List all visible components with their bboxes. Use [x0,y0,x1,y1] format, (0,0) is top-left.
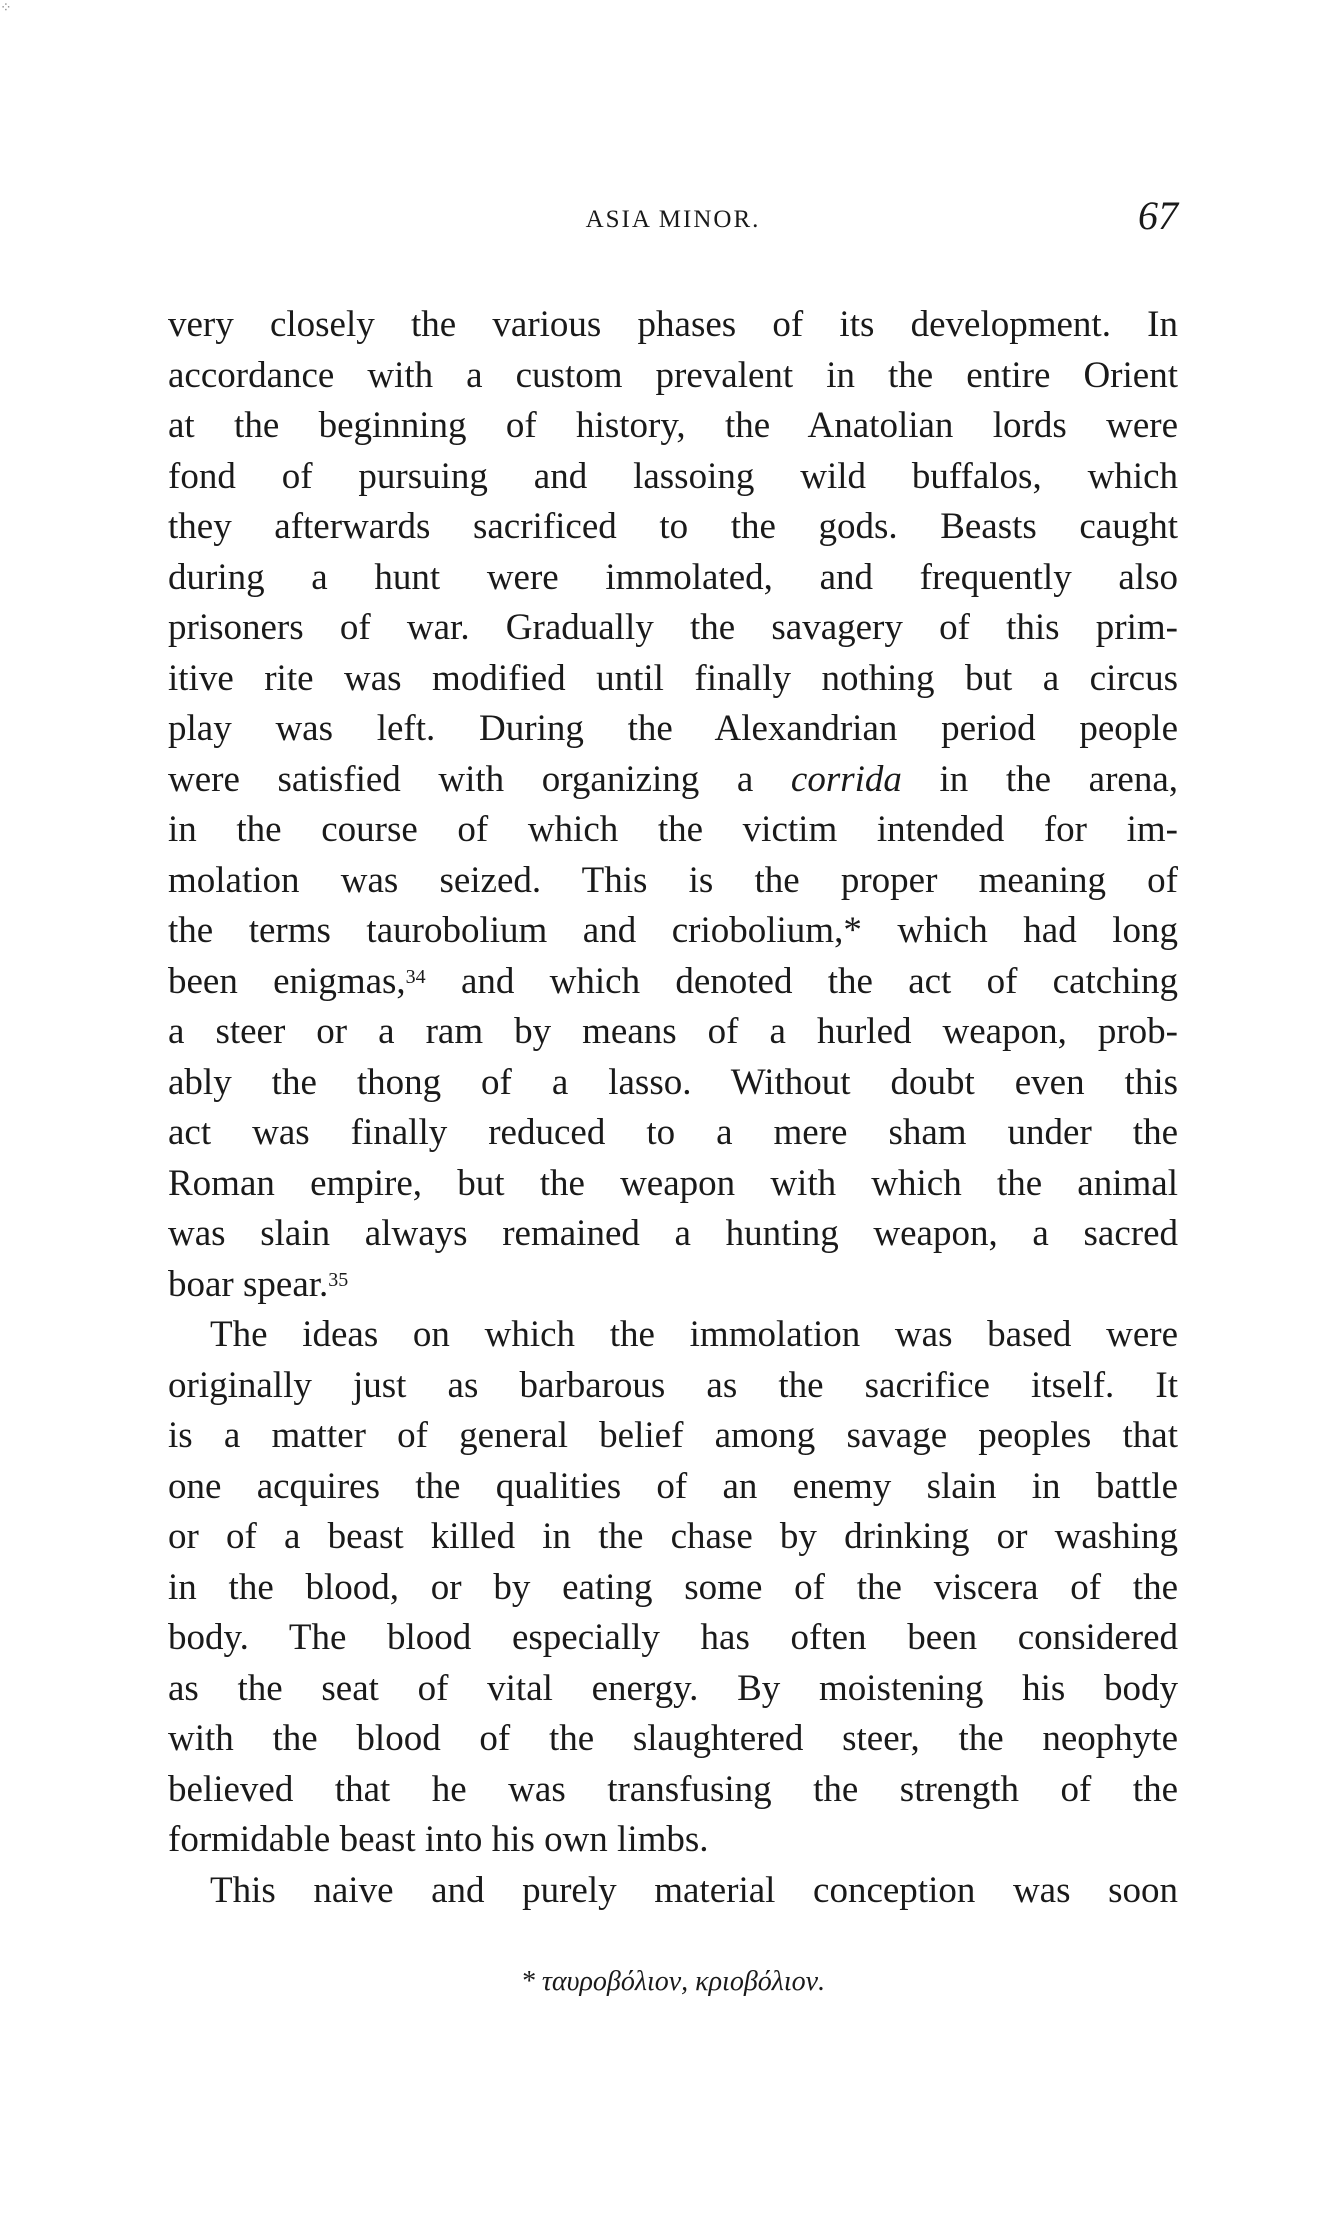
text-line: was slain always remained a hunting weapon, a sacred [168,1213,1178,1254]
text-line: during a hunt were immolated, and frequently also [168,556,1178,598]
running-head [168,193,1178,250]
paragraph-start: This naive and purely material conception was soon [210,1869,1178,1911]
text-line: one acquires the qualities of an enemy slain in battle [168,1465,1178,1507]
text-run: boar spear. [168,1263,329,1305]
text-line: they afterwards sacrificed to the gods. Beasts caught [168,506,1178,547]
text-line: in the blood, or by eating some of the viscera of the [168,1566,1178,1608]
text-line: is a matter of general belief among savage peoples that [168,1415,1178,1456]
text-line: in the course of which the victim intended for im- [168,809,1178,850]
text-line: at the beginning of history, the Anatolian lords were [168,405,1178,446]
text-run: were satisfied with organizing a [168,758,754,800]
italic-term: corrida [790,758,902,800]
text-line: or of a beast killed in the chase by drinking or washing [168,1516,1178,1557]
text-line: act was finally reduced to a mere sham under the [168,1112,1178,1153]
text-run: and which denoted the act of catching [460,960,1178,1002]
text-line: itive rite was modified until finally nothing but a circus [168,657,1178,699]
footnote: * ταυροβόλιον, κριοβόλιον. [520,1966,826,1997]
text-line: Roman empire, but the weapon with which the animal [168,1162,1178,1204]
text-line [168,755,1178,806]
text-line: a steer or a ram by means of a hurled weapon, prob- [168,1011,1178,1052]
text-line: molation was seized. This is the proper meaning of [168,859,1178,901]
text-line: the terms taurobolium and criobolium,* which had long [168,910,1178,951]
text-line: fond of pursuing and lassoing wild buffalos, which [168,455,1178,497]
text-line [168,1260,1178,1311]
running-title: ASIA MINOR. [585,206,761,233]
text-line: originally just as barbarous as the sacrifice itself. It [168,1364,1178,1406]
note-reference: 35 [328,1268,349,1291]
paragraph-start: The ideas on which the immolation was based were [210,1314,1178,1355]
text-line: prisoners of war. Gradually the savagery of this prim- [168,607,1178,648]
text-line: as the seat of vital energy. By moistening his body [168,1667,1178,1709]
scan-speck: ⁘ [0,1,12,16]
text-line: body. The blood especially has often been considered [168,1617,1178,1658]
page-number: 67 [1138,193,1178,238]
text-run: been enigmas, [168,960,406,1002]
text-line: accordance with a custom prevalent in the entire Orient [168,354,1178,396]
text-line: ably the thong of a lasso. Without doubt even this [168,1061,1178,1103]
text-line [168,957,1178,1008]
text-line: play was left. During the Alexandrian period people [168,708,1178,749]
text-line: very closely the various phases of its development. In [168,304,1178,345]
note-reference: 34 [405,965,426,988]
text-line: believed that he was transfusing the strength of the [168,1768,1178,1810]
body-text [168,300,1178,1916]
text-run: in the arena, [939,758,1178,800]
text-line: formidable beast into his own limbs. [168,1819,709,1860]
text-line: with the blood of the slaughtered steer, the neophyte [168,1718,1178,1759]
